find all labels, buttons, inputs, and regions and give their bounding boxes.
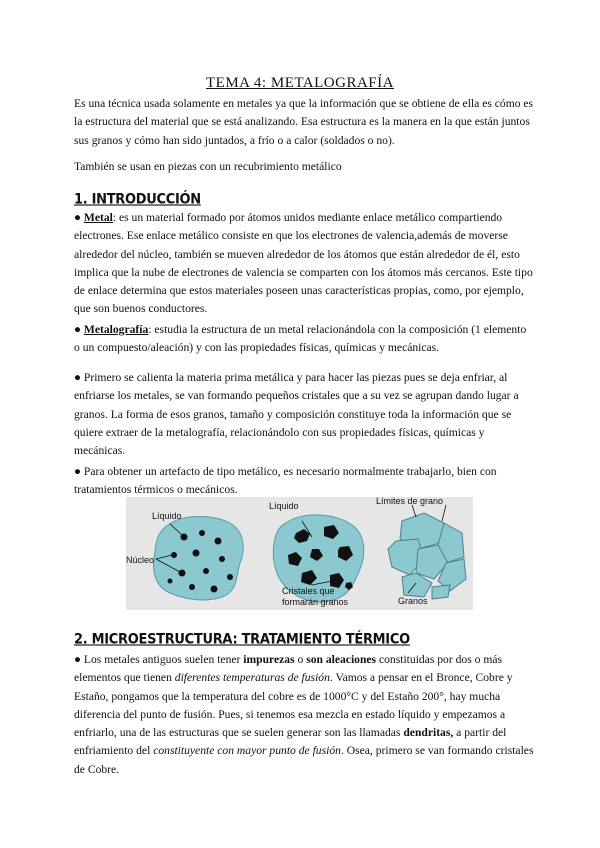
metalografia-term: Metalografía xyxy=(83,323,149,336)
ms-text-6: . Osea, primero se van formando cristales de Cobre. xyxy=(74,744,534,776)
ms-bold-impurezas: impurezas xyxy=(243,653,295,666)
process-text: Primero se calienta la materia prima metálica y para hacer las piezas pues se deja enfriar, al enfriarse los metales, se van formando pequeños cristales que a su vez se agrupan dando lugar a granos. La forma de esos granos, tamaño y composición constituye toda la información que se quiere extraer de la metalografía, relacionándolo con sus propiedades físicas, químicas y mecánicas. xyxy=(74,371,519,458)
intro-paragraph-2: También se usan en piezas con un recubrimiento metálico xyxy=(74,160,342,173)
ms-text-2: o xyxy=(294,653,307,666)
ms-italic-1: diferentes temperaturas de fusión xyxy=(174,671,330,685)
ms-text-3: constituidas por dos o más elementos que tienen xyxy=(74,653,502,685)
grain-boundaries-label: Límites de grano xyxy=(376,497,444,506)
page-title: TEMA 4: METALOGRAFÍA xyxy=(206,75,394,91)
metalografia-paragraph: ● Metalografía: estudia la estructura de un metal relacionándola con la composición (1 elemento o un compuesto/aleación) y con las propiedades físicas, químicas y mecánicas. xyxy=(74,323,527,355)
ms-bold-dendritas: dendritas, xyxy=(403,726,454,740)
treatment-paragraph: ● Para obtener un artefacto de tipo metálico, es necesario normalmente trabajarlo, bien con tratamientos térmicos o mecánicos. xyxy=(74,465,497,497)
ms-text-1: Los metales antiguos suelen tener xyxy=(83,653,244,666)
liquid-label-1: Líquido xyxy=(152,511,182,521)
ms-italic-2: constituyente con mayor punto de fusión xyxy=(153,744,341,758)
ms-text-5: a partir del enfriamiento del xyxy=(74,726,507,758)
process-paragraph: ● Primero se calienta la materia prima metálica y para hacer las piezas pues se deja enfriar, al enfriarse los metales, se van formando pequeños cristales que a su vez se agrupan dando lugar a granos. La forma de esos granos, tamaño y composición constituye toda la información que se quiere extraer de la metalografía, relacionándolo con sus propiedades físicas, químicas y mecánicas. xyxy=(74,371,519,458)
solidification-figure xyxy=(126,497,473,610)
crystals-label-line1: Cristales que xyxy=(282,586,335,596)
metal-paragraph: ● Metal: es un material formado por átomos unidos mediante enlace metálico compartiendo electrones. Ese enlace metálico consiste en que los electrones de valencia,además de moverse alrededor del núcleo, también se mueven alrededor de los átomos que están alrededor de él, esto implica que la nube de electrones de valencia se comparten con los átomos más cercanos. Este tipo de enlace determina que estos materiales poseen unas características propias, como, por ejemplo, que son buenos conductores. xyxy=(74,211,533,316)
metal-term: Metal xyxy=(83,211,113,224)
ms-text-4: . Vamos a pensar en el Bronce, Cobre y Estaño, pongamos que la temperatura del cobre es de 1000°C y del Estaño 200°, hay mucha diferencia del punto de fusión. Pues, si tenemos esa mezcla en estado líquido y empezamos a enfriarlo, una de las estructuras que se suelen generar son las llamadas xyxy=(74,671,513,740)
grains-label: Granos xyxy=(398,596,428,606)
ms-bold-aleaciones: son aleaciones xyxy=(306,653,377,666)
grain-structure xyxy=(388,513,466,599)
section-2-heading: 2. MICROESTRUCTURA: TRATAMIENTO TÉRMICO xyxy=(74,631,410,648)
nucleus-label: Núcleo xyxy=(126,555,155,565)
treatment-text: Para obtener un artefacto de tipo metálico, es necesario normalmente trabajarlo, bien con tratamientos térmicos o mecánicos. xyxy=(74,465,497,497)
metalografia-definition: : estudia la estructura de un metal relacionándola con la composición (1 elemento o un compuesto/aleación) y con las propiedades físicas, químicas y mecánicas. xyxy=(74,323,527,355)
liquid-blob-1 xyxy=(154,517,244,600)
section-1-heading: 1. INTRODUCCIÓN xyxy=(74,191,201,208)
intro-paragraph: Es una técnica usada solamente en metales ya que la información que se obtiene de ella es cómo es la estructura del material que se está analizando. Esa estructura es la manera en la que están juntos sus granos y cómo han sido juntados, a frío o a calor (soldados o no). xyxy=(74,97,534,147)
solidification-diagram xyxy=(126,497,473,610)
crystals-label-line2: formarán granos xyxy=(282,597,349,607)
liquid-label-2: Líquido xyxy=(269,501,299,511)
microstructure-paragraph: ● Los metales antiguos suelen tener impurezas o son aleaciones constituidas por dos o más elementos que tienen diferentes temperaturas de fusión. Vamos a pensar en el Bronce, Cobre y Estaño, pongamos que la temperatura del cobre es de 1000°C y del Estaño 200°, hay mucha diferencia del punto de fusión. Pues, si tenemos esa mezcla en estado líquido y empezamos a enfriarlo, una de las estructuras que se suelen generar son las llamadas dendritas, a partir del enfriamiento del constituyente con mayor punto de fusión. Osea, primero se van formando cristales de Cobre. xyxy=(74,653,534,776)
metal-definition: : es un material formado por átomos unidos mediante enlace metálico compartiendo electrones. Ese enlace metálico consiste en que los electrones de valencia,además de moverse alrededor del núcleo, también se mueven alrededor de los átomos que están alrededor de él, esto implica que la nube de electrones de valencia se comparten con los átomos más cercanos. Este tipo de enlace determina que estos materiales poseen unas características propias, como, por ejemplo, que son buenos conductores. xyxy=(74,211,533,316)
